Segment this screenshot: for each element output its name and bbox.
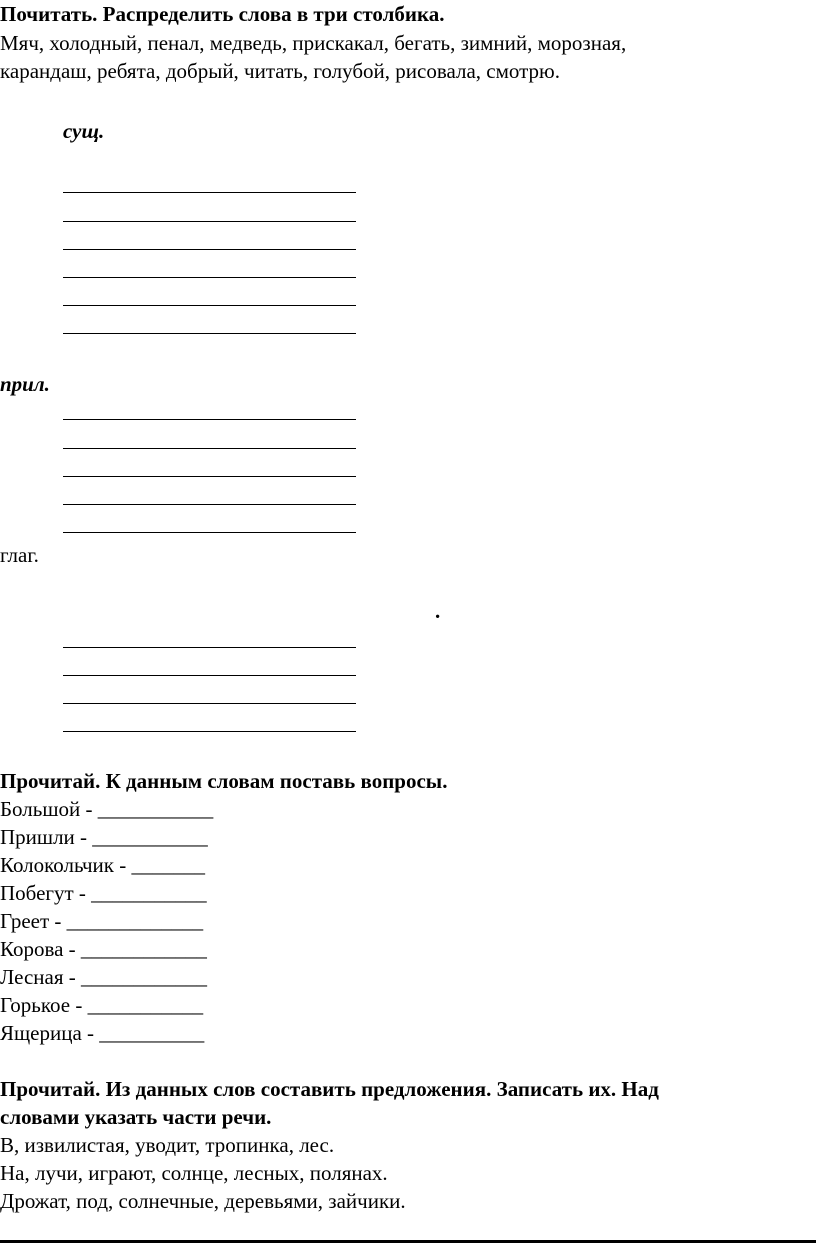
page-bottom-rule [0, 1240, 816, 1243]
answer-line[interactable] [63, 192, 356, 193]
task3-title-line1: Прочитай. Из данных слов составить предложения. Записать их. Над [0, 1077, 659, 1101]
answer-line[interactable] [63, 419, 356, 420]
answer-line[interactable] [63, 532, 356, 533]
question-item[interactable]: Корова - ____________ [0, 937, 207, 961]
answer-line[interactable] [63, 703, 356, 704]
question-item[interactable]: Ящерица - __________ [0, 1021, 205, 1045]
verb-column-label: глаг. [0, 543, 39, 567]
answer-line[interactable] [63, 249, 356, 250]
stray-dot: . [435, 599, 441, 623]
sentence-words-line: На, лучи, играют, солнце, лесных, полянах. [0, 1161, 388, 1185]
task1-words-line2: карандаш, ребята, добрый, читать, голубой, рисовала, смотрю. [0, 59, 560, 83]
task3-title-line2: словами указать части речи. [0, 1105, 272, 1129]
answer-line[interactable] [63, 731, 356, 732]
answer-line[interactable] [63, 305, 356, 306]
question-item[interactable]: Побегут - ___________ [0, 881, 207, 905]
question-item[interactable]: Большой - ___________ [0, 797, 214, 821]
question-item[interactable]: Горькое - ___________ [0, 993, 204, 1017]
answer-line[interactable] [63, 675, 356, 676]
answer-line[interactable] [63, 504, 356, 505]
sentence-words-line: В, извилистая, уводит, тропинка, лес. [0, 1133, 335, 1157]
task2-title: Прочитай. К данным словам поставь вопросы. [0, 769, 448, 793]
task1-words-line1: Мяч, холодный, пенал, медведь, прискакал, бегать, зимний, морозная, [0, 31, 627, 55]
answer-line[interactable] [63, 647, 356, 648]
question-item[interactable]: Колокольчик - _______ [0, 853, 205, 877]
answer-line[interactable] [63, 448, 356, 449]
answer-line[interactable] [63, 476, 356, 477]
question-item[interactable]: Лесная - ____________ [0, 965, 207, 989]
noun-column-label: сущ. [63, 119, 105, 143]
sentence-words-line: Дрожат, под, солнечные, деревьями, зайчики. [0, 1189, 406, 1213]
adjective-column-label: прил. [0, 372, 50, 396]
answer-line[interactable] [63, 277, 356, 278]
question-item[interactable]: Пришли - ___________ [0, 825, 208, 849]
answer-line[interactable] [63, 221, 356, 222]
answer-line[interactable] [63, 333, 356, 334]
question-item[interactable]: Греет - _____________ [0, 909, 204, 933]
task1-title: Почитать. Распределить слова в три столбика. [0, 2, 445, 26]
